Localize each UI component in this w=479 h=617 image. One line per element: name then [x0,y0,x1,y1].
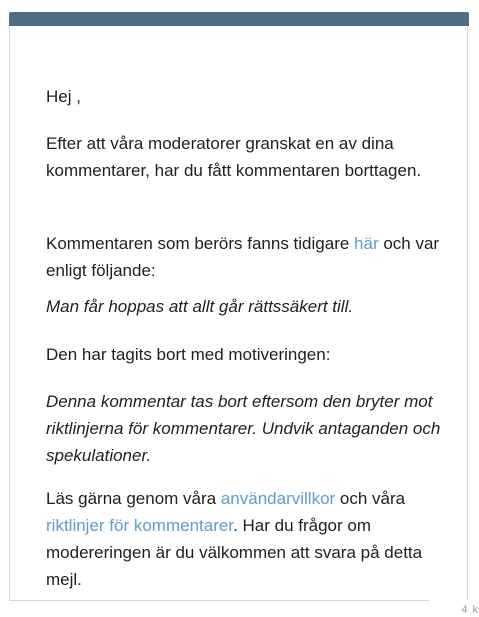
email-header-bar [9,12,469,26]
guidelines-text-middle: och våra [335,489,406,508]
greeting-text: Hej , [46,87,81,106]
guidelines-paragraph [46,485,446,593]
divider [9,600,429,601]
page-indicator: 4 k [461,604,479,616]
comment-guidelines-link[interactable]: riktlinjer för kommentarer [46,516,234,535]
removal-reason: Denna kommentar tas bort eftersom den bryter mot riktlinjerna för kommentarer. Undvik antaganden och spekulationer. [46,392,441,465]
guidelines-text-before: Läs gärna genom våra [46,489,221,508]
terms-of-use-link[interactable]: användarvillkor [220,489,336,508]
comment-location-link[interactable]: här [354,234,379,253]
intro-paragraph: Efter att våra moderatorer granskat en av dina kommentarer, har du fått kommentaren borttagen. [46,134,422,180]
location-text-after: och var enligt följande: [46,234,440,280]
removed-comment-quote: Man får hoppas att allt går rättssäkert till. [46,297,354,316]
reason-intro: Den har tagits bort med motiveringen: [46,345,331,364]
location-text-before: Kommentaren som berörs fanns tidigare [46,234,355,253]
email-card [9,26,468,600]
guidelines-text-after: . Har du frågor om modereringen är du välkommen att svara på detta mejl. [46,516,423,589]
location-paragraph [46,230,446,284]
